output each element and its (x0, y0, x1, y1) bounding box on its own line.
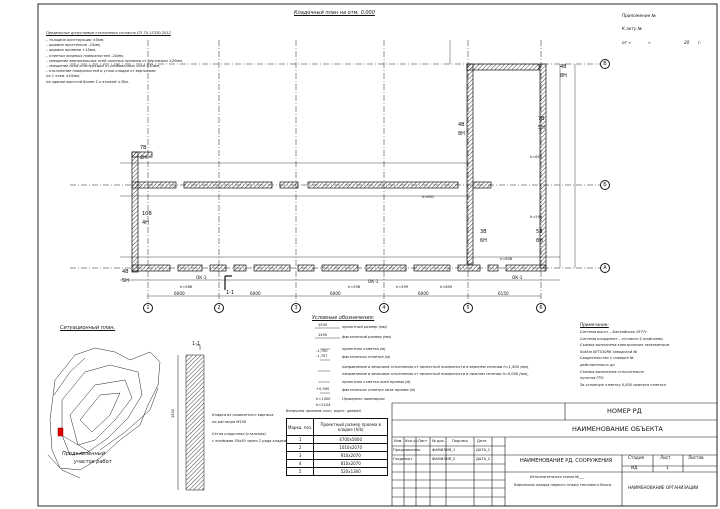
opening-height: h=599 (396, 285, 409, 289)
org-name: НАИМЕНОВАНИЕ ОРГАНИЗАЦИИ (628, 485, 699, 490)
legend-item: фактическая отметка низа проема (м) (342, 388, 416, 392)
dim-6000: 6000 (418, 291, 429, 296)
note-line: Свидетельство о поверке № (580, 356, 634, 361)
scheme-no: Исполнительная схема №___ (530, 475, 585, 479)
legend-sym-open: +0,900 (316, 387, 330, 391)
legend-item: проектная отметка низа проема (м) (342, 380, 411, 384)
axis-b-bubble: Б (600, 180, 610, 190)
name-1: ФАМИЛИЯ_1 (432, 448, 456, 452)
stamp-sheet: Лист (660, 455, 671, 460)
section-callout-1: Кладка из силикатного кирпича (212, 413, 274, 417)
stamp-sheets: Листов (688, 455, 704, 460)
section-height: 1500 (171, 408, 175, 418)
note-line: Съемка выполнена электронным тахеометром (580, 343, 670, 348)
mark-5b: 5В (536, 229, 543, 235)
role-presenter: Предъявитель (393, 448, 421, 452)
date-year: 20 (684, 40, 690, 45)
axis-1-bubble: 1 (143, 303, 153, 313)
table-row (287, 436, 388, 444)
mark-7b: 7В (140, 145, 147, 151)
legend-title: Условные обозначения: (312, 315, 375, 321)
cell-size: 1010х2070 (314, 444, 388, 452)
axis-v-bubble: В (600, 59, 610, 69)
role-geodesist: Геодезист (393, 457, 413, 461)
stamp-object: НАИМЕНОВАНИЕ ОБЪЕКТА (572, 425, 663, 433)
opening-height: h=604 (530, 155, 543, 159)
mark-2h: 2Н (140, 155, 147, 161)
tolerance-line: на 1 этаж ±10мм, (46, 74, 80, 79)
mark-5h: 5Н (122, 278, 129, 284)
openings-title: Величина проемов окон, ворот, дверей (286, 409, 361, 413)
legend-sym-h1: h=1500 (316, 397, 331, 401)
table-header-row (287, 419, 388, 436)
tolerance-line: на здание высотой более 2-х этажей ±30м. (46, 79, 129, 84)
opening-height: h=590 (530, 215, 543, 219)
legend-item: проектная отметка (м) (342, 347, 386, 351)
appendix-label: Приложение № (622, 13, 656, 18)
col-sign: Подпись (452, 439, 469, 443)
col-doc: № док. (432, 439, 445, 443)
axis-5-bubble: 5 (463, 303, 473, 313)
legend-item: направление и величина отклонения от проектной поверхности в верхнем сечении h=1,500 (мм), (342, 365, 530, 369)
mark-6h: 6Н (480, 238, 487, 244)
mark-10b: 10В (142, 211, 152, 217)
date-1: ДАТА_1 (476, 448, 491, 452)
tolerances-head: Предельные допустимые отклонения согласно СП 70.13330.2012 (46, 31, 171, 35)
mark-8h-3: 8Н (560, 73, 567, 79)
legend-item: Проверено нивелиром (342, 397, 385, 401)
cell-mark: 5 (287, 468, 314, 476)
cell-mark: 4 (287, 460, 314, 468)
act-label: К акту № (622, 26, 643, 31)
mark-4h: 4Н (142, 220, 149, 226)
col-date: Дата (477, 439, 487, 443)
dim-6000: 6000 (174, 291, 185, 296)
dim-6000: 6000 (330, 291, 341, 296)
axis-6-bubble: 6 (536, 303, 546, 313)
cell-size: 520х1300 (314, 468, 388, 476)
col-list: Лист (418, 439, 428, 443)
table-row (287, 444, 388, 452)
tolerance-line: – отклонение поверхностей и углов кладки от вертикали (46, 69, 156, 74)
date-label: от « (622, 40, 631, 45)
plan-title: Кладочный план на отм. 0,000 (294, 10, 375, 16)
dim-6000: 6000 (250, 291, 261, 296)
tolerance-line: – отметки опорных поверхностей –10мм, (46, 53, 124, 58)
note-line: действительно до (580, 362, 615, 367)
header-mark: Марка, поз. (287, 419, 314, 436)
tolerances-list (46, 39, 183, 86)
legend-sym-proj: -1,700 (316, 349, 328, 353)
note-line: Система высот – Балтийская 1977г. (580, 330, 649, 334)
sheet-value: 1 (666, 465, 669, 470)
notes-title: Примечание: (580, 322, 609, 327)
stamp-number: НОМЕР РД (607, 407, 642, 415)
mark-8h: 8Н (458, 131, 465, 137)
stamp-rd: НАИМЕНОВАНИЕ РД, СООРУЖЕНИЯ (520, 458, 613, 464)
legend-item: фактическая отметка (м) (342, 355, 391, 359)
tolerance-line: – толщина конструкции ±5мм, (46, 38, 105, 42)
col-kol: Кол.уч (405, 439, 418, 443)
axis-2-bubble: 2 (214, 303, 224, 313)
legend-sym-1490: 1490 (318, 333, 328, 337)
note-line: За условную отметку 0,000 принята отметка (580, 382, 666, 387)
section-callout-3: Сетка кладочная (стальная) (212, 432, 266, 436)
table-row (287, 460, 388, 468)
cell-size: 910х2070 (314, 452, 388, 460)
tolerance-line: – смещение осей конструкций от разбивочных осей ±10мм, (46, 63, 161, 68)
legend-item: направление и величина отклонения от проектной поверхности в нижнем сечении h=0,000 (мм), (342, 372, 529, 376)
cell-size: 4700х5600 (314, 436, 388, 444)
cell-mark: 2 (287, 444, 314, 452)
stage-value: ИД (631, 465, 638, 470)
axis-3-bubble: 3 (291, 303, 301, 313)
section-title: 1-1 (192, 341, 201, 347)
note-line: Sokkia SET530RK заводской № (580, 349, 638, 354)
header-size: Проектный размер проема в кладке (h/b) (314, 419, 388, 436)
legend-item: фактический размер (мм) (342, 335, 392, 339)
table-row (287, 452, 388, 460)
situation-title: Ситуационный план. (60, 325, 116, 331)
opening-height: h=609 (440, 285, 453, 289)
col-izm: Изм. (394, 439, 403, 443)
section-callout-4: с ячейками 50х50 через 2 ряда кладки (212, 439, 287, 443)
cell-size: 810х2070 (314, 460, 388, 468)
axis-a-bubble: А (600, 263, 610, 273)
opening-ok1: ОК-1 (196, 275, 207, 280)
section-mark-1-1: 1-1 (226, 290, 235, 296)
opening-height: h=598 (348, 285, 361, 289)
openings-table (286, 418, 388, 476)
cell-mark: 3 (287, 452, 314, 460)
situation-area: Предъявленный (62, 451, 105, 457)
mark-4b-3: 4В (560, 64, 567, 70)
dim-6150: 6150 (498, 291, 509, 296)
opening-height: h=586 (180, 285, 193, 289)
mark-3b: 3В (480, 229, 487, 235)
opening-ok1: ОК-1 (512, 275, 523, 280)
legend-sym-1500: 1500 (318, 323, 328, 327)
axis-4-bubble: 4 (379, 303, 389, 313)
mark-8h-2: 8Н (536, 238, 543, 244)
tolerance-line: – ширина проемов +15мм, (46, 48, 97, 53)
scheme-desc: Кирпичная кладка первого этажа теплового бокса (514, 483, 612, 487)
situation-area2: участок работ (74, 459, 112, 465)
name-2: ФАМИЛИЯ_2 (432, 457, 456, 461)
table-row (287, 468, 388, 476)
note-line: Система координат – согласно Стройсхемы (580, 336, 664, 341)
legend-item: проектный размер (мм) (342, 325, 387, 329)
mark-4b-8h: 4В (458, 122, 465, 128)
section-callout-2: на растворе М100 (212, 420, 247, 424)
tolerance-line: – смещение вертикальных осей оконных проемов от вертикали ±20мм, (46, 58, 183, 63)
opening-ok1: ОК-1 (368, 279, 379, 284)
date-g: г. (698, 40, 702, 45)
mark-5h-2: 5Н (538, 125, 545, 131)
mark-7b-2: 7В (538, 116, 545, 122)
legend-sym-h2: h=2104 (316, 403, 331, 407)
legend-sym-fact: -1,707 (316, 354, 328, 358)
date-quote: » (648, 40, 651, 45)
stamp-stage: Стадия (628, 455, 645, 460)
tolerance-line: – ширина простенков –15мм, (46, 43, 101, 48)
date-2: ДАТА_2 (476, 457, 491, 461)
cell-mark: 1 (287, 436, 314, 444)
opening-height: h=608 (500, 257, 513, 261)
note-line: пунктов ГРО (580, 376, 604, 381)
opening-height: h=601 (422, 195, 435, 199)
note-line: Съемка выполнена относительно (580, 369, 644, 374)
mark-4b: 4В (122, 269, 129, 275)
notes-list (580, 331, 669, 390)
